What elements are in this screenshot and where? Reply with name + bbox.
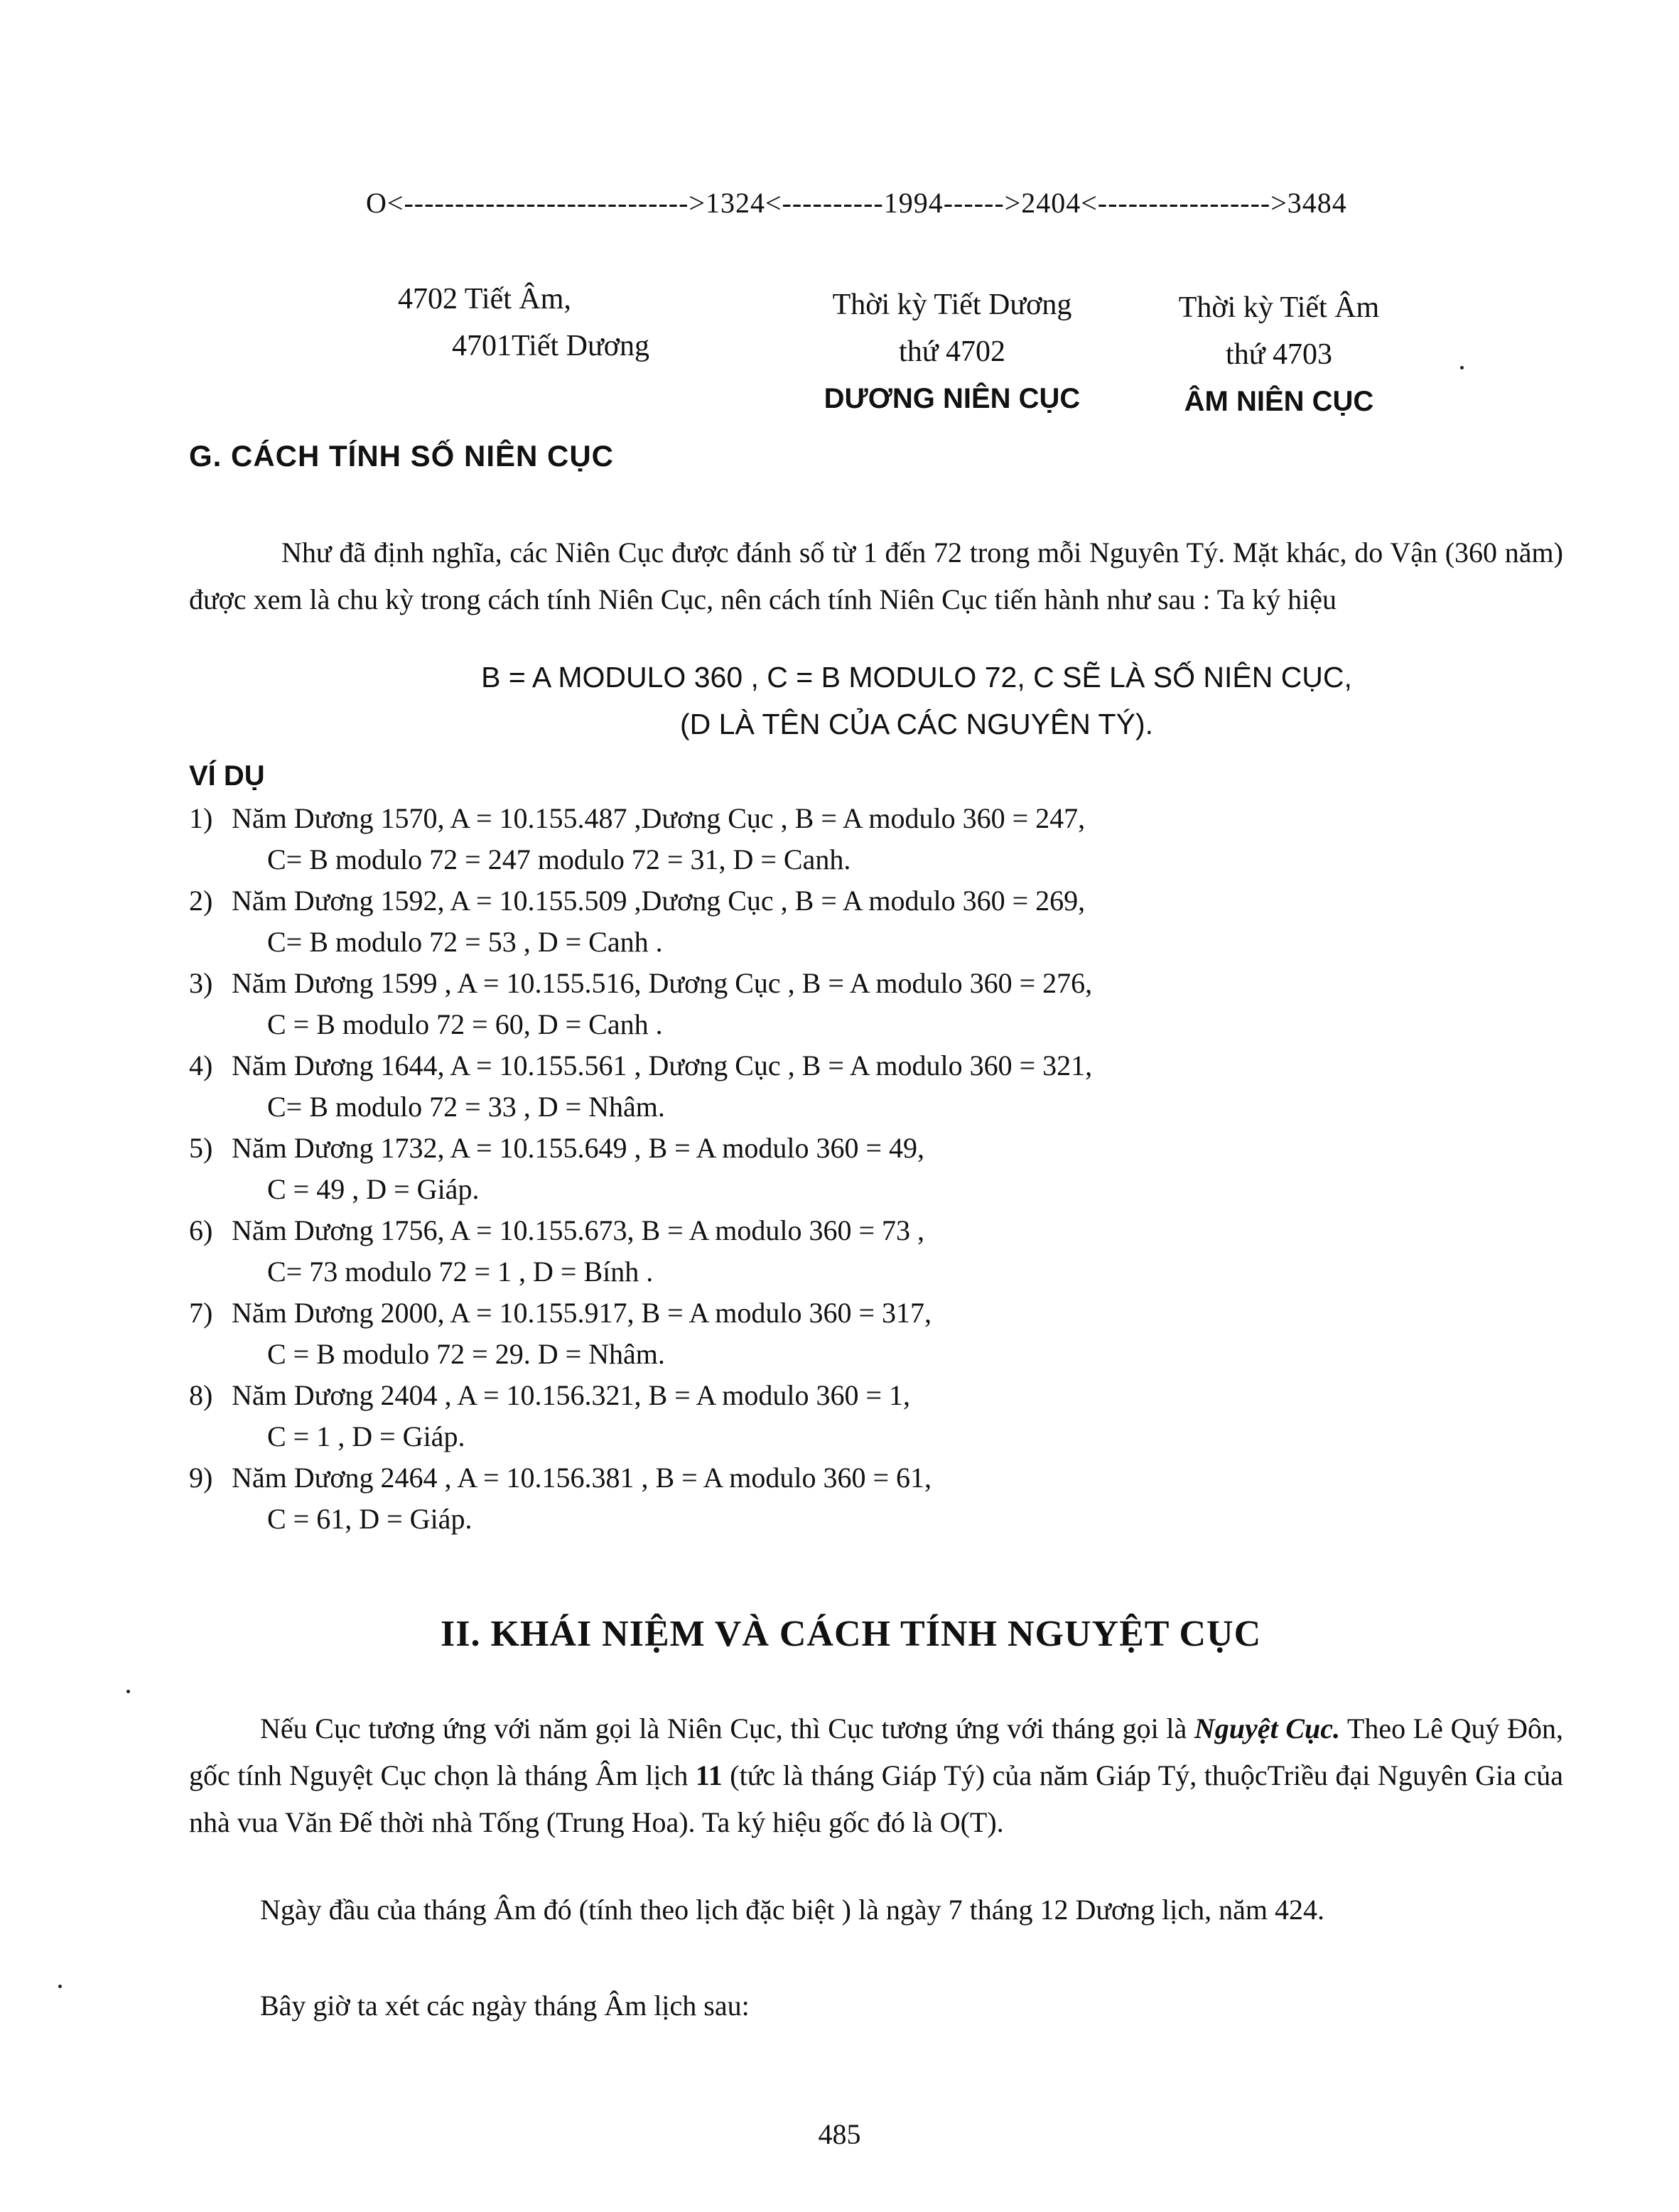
list-item [189,1131,1468,1214]
example-number: 5) [189,1132,213,1164]
timeline: O<---------------------------->1324<----------1994------>2404<----------------->3484 [366,187,1347,219]
formula-block [384,654,1449,748]
paragraph-definition: Như đã định nghĩa, các Niên Cục được đánh số từ 1 đến 72 trong mỗi Nguyên Tý. Mặt khác, do Vận (360 năm) được xem là chu kỳ trong cách tính Niên Cục, nên cách tính Niên Cục tiến hành như sau : Ta ký hiệu [189,536,1563,615]
example-line2: C = 49 , D = Giáp. [267,1173,480,1205]
section-heading-ii: II. KHÁI NIỆM VÀ CÁCH TÍNH NGUYỆT CỤC [441,1614,1262,1654]
examples-list [189,802,1468,1543]
example-number: 1) [189,802,213,834]
paragraph-first-day: Ngày đầu của tháng Âm đó (tính theo lịch đặc biệt ) là ngày 7 tháng 12 Dương lịch, năm 424. [260,1894,1325,1926]
col3-line1: Thời kỳ Tiết Âm [1178,291,1380,324]
para2-bold: 11 [695,1759,723,1791]
example-line1: Năm Dương 1570, A = 10.155.487 ,Dương Cục , B = A modulo 360 = 247, [232,802,1086,834]
list-item [189,1049,1468,1131]
example-line2: C= B modulo 72 = 247 modulo 72 = 31, D = Canh. [267,843,851,875]
example-line1: Năm Dương 2000, A = 10.155.917, B = A modulo 360 = 317, [232,1297,932,1329]
example-line1: Năm Dương 1732, A = 10.155.649 , B = A modulo 360 = 49, [232,1132,924,1164]
example-line2: C = B modulo 72 = 60, D = Canh . [267,1008,663,1040]
paragraph-nguyet-cuc [189,1705,1563,1846]
col2-line1: Thời kỳ Tiết Dương [832,288,1072,321]
list-item [189,1214,1468,1296]
column-tiet-am-duong [398,276,696,369]
para2-middle: Theo Lê Quý Đôn, gốc tính Nguyệt Cục chọn là tháng Âm lịch [189,1712,1563,1791]
list-item [189,1461,1468,1543]
examples-heading: VÍ DỤ [189,760,265,792]
example-number: 8) [189,1379,213,1411]
col3-line2: thứ 4703 [1226,338,1332,371]
example-line2: C = 61, D = Giáp. [267,1503,473,1535]
example-number: 7) [189,1297,213,1329]
list-item [189,966,1468,1049]
example-line1: Năm Dương 1599 , A = 10.155.516, Dương Cục , B = A modulo 360 = 276, [232,967,1093,999]
example-line1: Năm Dương 2464 , A = 10.156.381 , B = A modulo 360 = 61, [232,1462,932,1494]
example-number: 3) [189,967,213,999]
list-item [189,802,1468,884]
example-number: 9) [189,1462,213,1494]
scan-speck [126,1690,130,1693]
para2-before: Nếu Cục tương ứng với năm gọi là Niên Cục, thì Cục tương ứng với tháng gọi là [260,1712,1194,1744]
formula-line1: B = A MODULO 360 , C = B MODULO 72, C SẼ LÀ SỐ NIÊN CỤC, [481,661,1352,694]
col3-title: ÂM NIÊN CỤC [1184,386,1374,417]
page-number: 485 [818,2118,861,2150]
col2-title: DƯƠNG NIÊN CỤC [824,383,1081,414]
para2-emphasis: Nguyệt Cục. [1194,1712,1340,1744]
scan-speck [58,1985,62,1988]
example-line1: Năm Dương 1644, A = 10.155.561 , Dương Cục , B = A modulo 360 = 321, [232,1050,1093,1081]
list-item [189,1296,1468,1379]
col2-line2: thứ 4702 [899,335,1005,368]
para2-after: (tức là tháng Giáp Tý) của năm Giáp Tý, thuộcTriều đại Nguyên Gia của nhà vua Văn Đế thời nhà Tống (Trung Hoa). Ta ký hiệu gốc đó là O(T). [189,1759,1564,1838]
section-heading-g: G. CÁCH TÍNH SỐ NIÊN CỤC [189,439,615,473]
example-line2: C= B modulo 72 = 53 , D = Canh . [267,926,663,958]
example-number: 6) [189,1214,213,1246]
example-line1: Năm Dương 1592, A = 10.155.509 ,Dương Cục , B = A modulo 360 = 269, [232,885,1086,917]
list-item [189,1379,1468,1461]
example-number: 2) [189,885,213,917]
col1-line2: 4701Tiết Dương [452,330,649,362]
column-duong-nien-cuc [767,281,1137,422]
example-line2: C= B modulo 72 = 33 , D = Nhâm. [267,1091,665,1123]
example-number: 4) [189,1050,213,1081]
formula-line2: (D LÀ TÊN CỦA CÁC NGUYÊN TÝ). [680,708,1153,740]
list-item [189,884,1468,966]
paragraph-consider-dates: Bây giờ ta xét các ngày tháng Âm lịch sau: [260,1990,750,2022]
column-am-nien-cuc [1123,284,1435,425]
scan-speck [1460,366,1464,369]
example-line2: C = B modulo 72 = 29. D = Nhâm. [267,1338,665,1370]
col1-line1: 4702 Tiết Âm, [398,283,571,315]
example-line1: Năm Dương 2404 , A = 10.156.321, B = A modulo 360 = 1, [232,1379,910,1411]
example-line2: C= 73 modulo 72 = 1 , D = Bính . [267,1256,654,1288]
example-line2: C = 1 , D = Giáp. [267,1420,465,1452]
example-line1: Năm Dương 1756, A = 10.155.673, B = A modulo 360 = 73 , [232,1214,924,1246]
